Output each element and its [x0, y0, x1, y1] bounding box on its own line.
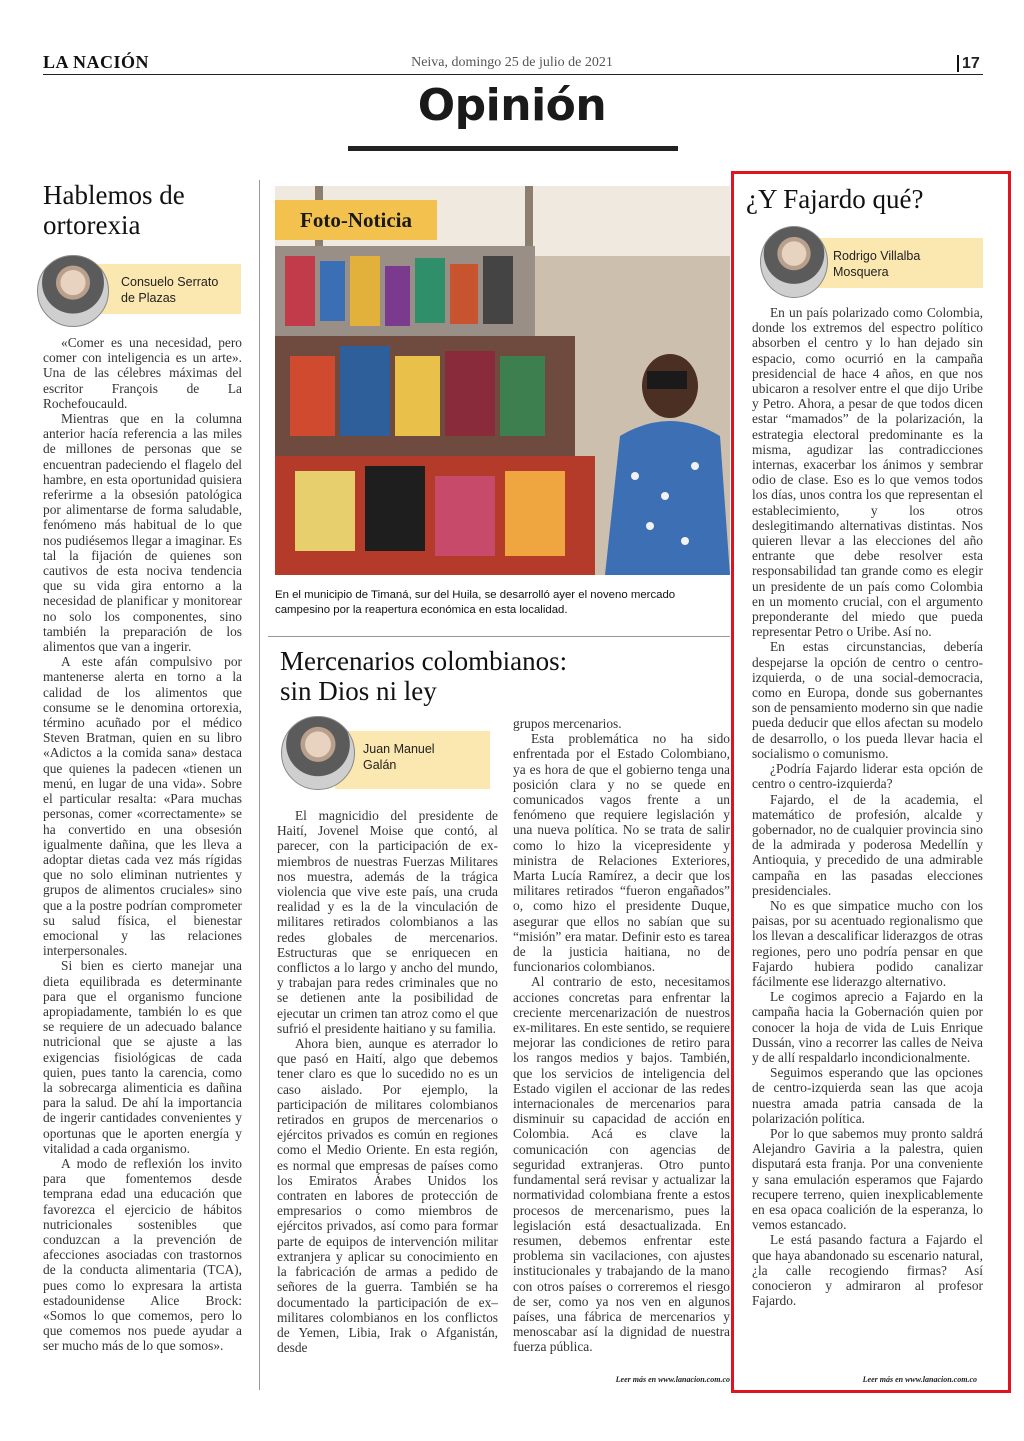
paragraph: Seguimos esperando que las opciones de centro-izquierda sean las que acoja nuestra amada patria cansada de la polarización política. — [752, 1065, 983, 1126]
page-number: 17 — [957, 55, 980, 72]
author-name: Mosquera — [833, 265, 889, 279]
paragraph: Por lo que sabemos muy pronto saldrá Alejandro Gaviria a la palestra, quien disputará esta franja. Por una conveniente y sana emulación esperamos que Fajardo recupere terreno, quien inexplicablemente en esa opaca coalición de la esperanza, lo vemos estancado. — [752, 1125, 983, 1233]
paragraph: Fajardo, el de la academia, el matemático de profesión, alcalde y gobernador, no de cualquier provincia sino de la admirada y poderosa Medellín y Antioquia, y precedido de una admirable campaña en las pasadas elecciones presidenciales. — [752, 791, 983, 898]
paragraph: Ahora bien, aunque es aterrador lo que pasó en Haití, algo que debemos tener claro es que lo sucedido no es un caso aislado. Por ejemplo, la participación de militares colombianos retirados en grupos de mercenarios o ejércitos privados es común en regiones como el Medio Oriente. En esta región, es normal que empresas de países como los Emiratos Árabes Unidos los contraten en labores de protección de empresarios o como miembros de ejércitos privados, así como para formar parte de equipos de intervención militar extranjera y aplicar su conocimiento en la fabricación de armas a pedido de señores de la guerra. También se ha documentado la participación de ex–militares colombianos en los conflictos de Yemen, Libia, Irak o Afganistán, desde — [277, 1036, 498, 1356]
newspaper-masthead: LA NACIÓN — [43, 52, 150, 72]
middle-article-body-col1 — [277, 808, 498, 1388]
left-article-body — [43, 335, 242, 1385]
read-more-link[interactable]: Leer más en www.lanacion.com.co — [615, 1375, 730, 1384]
author-name: Rodrigo Villalba — [833, 249, 921, 263]
paragraph: Mientras que en la columna anterior hacía referencia a las miles de millones de personas que se encuentran padeciendo el flagelo del hambre, en esta oportunidad quisiera referirme a la obsesión patológica por alimentarse de forma saludable, fenómeno más habitual de lo que nos pudiésemos llegar a imaginar. Es tal la fijación de quienes son cautivos de esta nociva tendencia que su vida gira entorno a la necesidad de planificar y monitorear no solo los componentes, sino también la preparación de los alimentos que van a ingerir. — [43, 411, 242, 655]
paragraph: ¿Podría Fajardo liderar esta opción de centro o centro-izquierda? — [752, 761, 983, 792]
market-photo-illustration — [275, 186, 730, 575]
column-divider — [259, 180, 260, 1390]
author-avatar — [281, 716, 355, 790]
author-name: Juan Manuel — [363, 742, 435, 756]
author-name: Galán — [363, 758, 397, 772]
paragraph: «Comer es una necesidad, pero comer con inteligencia es un arte». Una de las célebres máximas del escritor François de La Rochefoucauld. — [43, 335, 242, 411]
photo-divider — [268, 636, 730, 637]
paragraph: Esta problemática no ha sido enfrentada por el Estado Colombiano, ya es hora de que el gobierno tenga una posición clara y no se quede en comunicados vagos frente a un fenómeno que requiere legislación y una nueva política. No se trata de salir como lo hizo la vicepresidente y ministra de Relaciones Exteriores, Marta Lucía Ramírez, a decir que los militares retirados “fueron engañados” o, como hizo el presidente Duque, asegurar que ellos no sabían que su “misión” era matar. Definir esto es tarea de la justicia haitiana, no de funcionarios colombianos. — [513, 731, 730, 975]
dateline: Neiva, domingo 25 de julio de 2021 — [411, 55, 613, 70]
paragraph: No es que simpatice mucho con los paisas, por su acentuado regionalismo que los llevan a descalificar liderazgos de otras regiones, pero uno podría pensar en que Fajardo hubiera podido canalizar fácilmente ese liderazgo alternativo. — [752, 897, 983, 989]
paragraph: A este afán compulsivo por mantenerse alerta en torno a la calidad de los alimentos que consume se le denomina ortorexia, término acuñado por el médico Steven Bratman, quien en su libro «Adictos a la comida sana» destaca que quienes la padecen «tienen un menú, en lugar de una vida». Sobre el particular resalta: «Para muchas personas, comer «correctamente» se ha convertido en una obsesión igualmente dañina, que les lleva a adoptar dietas cada vez más rígidas que no solo eliminan nutrientes y grupos de alimentos cruciales» sino que a la postre podrían comprometer su salud física, el bienestar emocional y las relaciones interpersonales. — [43, 654, 242, 959]
left-article-headline — [43, 180, 258, 240]
paragraph: A modo de reflexión los invito para que fomentemos desde temprana edad una educación que favorezca el ejercicio de hábitos nutricionales sostenibles que conduzcan a la prevención de afecciones asociadas con trastornos de la conducta alimentaria (TCA), pues como lo expresara la artista estadounidense Alice Brock: «Somos lo que comemos, pero lo que comemos nos puede ayudar a ser mucho más de lo que somos». — [43, 1155, 242, 1354]
paragraph: En un país polarizado como Colombia, donde los extremos del espectro político absorben el centro y lo han dejado sin espacio, como ocurrió en la campaña presidencial de hace 4 años, en que nos ubicaron a resolver entre el que dijo Uribe y Petro. Ahora, a pesar de que todos dicen estar “mamados” de la polarización, la estrategia electoral predominante es la misma, agudizar las contradicciones internas, exacerbar los ánimos y sembrar odio de clase. Eso es lo que vemos todos los días, unos contra los que representan el establecimiento, y los otros deslegitimando alternativas distintas. Nos quieren llevar a las elecciones del año entrante que debe resolver esta responsabilidad tan grande como es elegir un presidente de un país como Colombia en un momento crucial, con el argumento preponderante del miedo que pueda representar Petro o Uribe. Así no. — [752, 305, 983, 640]
author-avatar — [37, 255, 109, 327]
right-article-headline: ¿Y Fajardo qué? — [746, 184, 924, 214]
paragraph: grupos mercenarios. — [513, 716, 622, 731]
photo-caption: En el municipio de Timaná, sur del Huila, se desarrolló ayer el noveno mercado campesino por la reapertura económica en esta localidad. — [275, 589, 676, 616]
author-name: Consuelo Serrato — [121, 275, 219, 289]
paragraph: En estas circunstancias, debería despejarse la opción de centro o centro-izquierda, o de una social-democracia, como en Europa, donde sus gobernantes son de pensamiento moderno sin que nadie pueda deducir que ellos afectan su modelo de desarrollo, o los pueda llevar hacia el socialismo o comunismo. — [752, 639, 983, 761]
headline-line: ortorexia — [43, 210, 141, 241]
author-name: de Plazas — [121, 291, 176, 305]
header-rule — [43, 74, 983, 75]
middle-article-body-col2 — [513, 716, 730, 1376]
paragraph: Le cogimos aprecio a Fajardo en la campaña hacia la Gobernación quien por conocer la hoja de vida de Luis Enrique Dussán, vino a recorrer las calles de Neiva y de allí respaldarlo incondicionalmente. — [752, 989, 983, 1065]
paragraph: Si bien es cierto manejar una dieta equilibrada es determinante para que el organismo funcione apropiadamente, también lo es que se requiere de un adecuado balance nutricional que se ajuste a las exigencias fisiológicas de cada quien, pues tanto la carencia, como la sobrecarga alimenticia es dañina para la salud. De ahí la importancia de ingerir cantidades convenientes y oportunas que le aporten energía y vitalidad a cada organismo. — [43, 958, 242, 1156]
paragraph: Al contrario de esto, necesitamos acciones concretas para enfrentar la creciente mercenarización de nuestros ex-militares. En este sentido, se requiere mejorar las condiciones de retiro para los rangos medios y bajos. También, que los servicios de inteligencia del Estado vigilen el accionar de las redes internacionales de mercenarios para disminuir su capacidad de acción en Colombia. Acá es clave la comunicación con agencias de seguridad extranjeras. Otro punto fundamental será revisar y actualizar la normatividad colombiana frente a estos procesos de mercenarismo, pues la legislación está desactualizada. En resumen, debemos enfrentar este problema sin vacilaciones, con ajustes institucionales y trabajando de la mano con otros países o correremos el riesgo de ser, como ya nos ven en algunos países, una fábrica de mercenarios y menoscabar así la dignidad de nuestra fuerza pública. — [513, 974, 730, 1355]
highlight-frame — [731, 171, 1011, 1393]
headline-line: Hablemos de — [43, 180, 185, 210]
headline-line: sin Dios ni ley — [280, 676, 437, 707]
section-title: Opinión — [417, 80, 607, 131]
byline-box — [335, 731, 490, 789]
paragraph: Le está pasando factura a Fajardo el que haya abandonado su escenario natural, ¿la calle recogiendo firmas? Así conocieron y admiraron al profesor Fajardo. — [752, 1232, 983, 1309]
foto-noticia-badge: Foto-Noticia — [275, 200, 437, 240]
market-photo — [275, 186, 730, 575]
read-more-link[interactable]: Leer más en www.lanacion.com.co — [862, 1375, 977, 1384]
middle-article-headline — [280, 646, 730, 706]
headline-line: Mercenarios colombianos: — [280, 646, 568, 676]
paragraph: El magnicidio del presidente de Haití, Jovenel Moise que contó, al parecer, con la participación de ex-miembros de nuestras Fuerzas Militares nos muestra, además de la trágica violencia que vive este país, una cruda realidad y es la de la vinculación de militares retirados colombianos a las redes globales de mercenarios. Estructuras que se enriquecen en conflictos a lo largo y ancho del mundo, y trabajan para redes criminales que no se detienen ante la posibilidad de ejecutar un crimen tan atroz como el que sufrió el presidente haitiano y su familia. — [277, 808, 498, 1036]
byline-box — [95, 264, 241, 314]
section-rule — [348, 146, 678, 151]
